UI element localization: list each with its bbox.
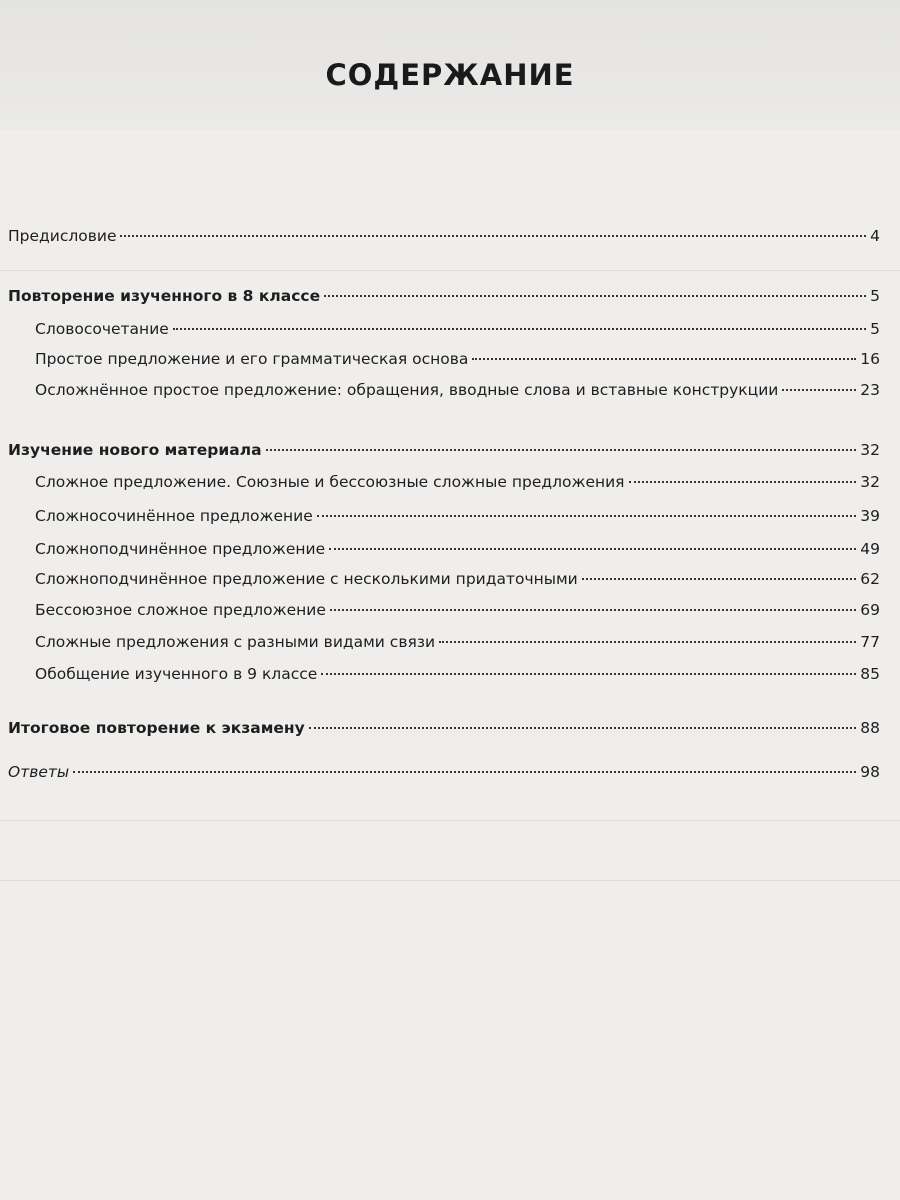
toc-entry[interactable]: [35, 506, 880, 526]
toc-page: 4: [870, 227, 880, 245]
toc-entry-answers[interactable]: [8, 762, 880, 782]
show-through-line: [0, 880, 900, 881]
toc-label: Повторение изученного в 8 классе: [8, 287, 321, 305]
toc-label: Бессоюзное сложное предложение: [35, 601, 326, 619]
dot-leader: [309, 727, 857, 729]
toc-section-final-review[interactable]: [8, 718, 880, 738]
toc-label: Обобщение изученного в 9 классе: [35, 665, 318, 683]
toc-label: Предисловие: [8, 227, 117, 245]
toc-label: Ответы: [8, 763, 70, 781]
toc-section-new-material[interactable]: [8, 440, 880, 460]
toc-label: Осложнённое простое предложение: обращения, вводные слова и вставные конструкции: [35, 381, 779, 399]
toc-entry[interactable]: [35, 349, 880, 369]
show-through-line: [0, 820, 900, 821]
dot-leader: [173, 328, 866, 330]
dot-leader: [629, 481, 857, 483]
toc-label: Сложное предложение. Союзные и бессоюзные сложные предложения: [35, 473, 625, 491]
dot-leader: [73, 771, 856, 773]
toc-entry[interactable]: [35, 664, 880, 684]
toc-page: 39: [860, 507, 880, 525]
toc-label: Изучение нового материала: [8, 441, 262, 459]
toc-entry[interactable]: [35, 539, 880, 559]
toc-page: 62: [860, 570, 880, 588]
toc-page: 77: [860, 633, 880, 651]
dot-leader: [317, 515, 856, 517]
dot-leader: [472, 358, 856, 360]
show-through-line: [0, 270, 900, 271]
toc-entry[interactable]: [35, 632, 880, 652]
toc-page: 23: [860, 381, 880, 399]
dot-leader: [330, 609, 856, 611]
dot-leader: [324, 295, 866, 297]
toc-entry[interactable]: [35, 472, 880, 492]
toc-entry[interactable]: [35, 569, 880, 589]
dot-leader: [582, 578, 857, 580]
toc-label: Простое предложение и его грамматическая основа: [35, 350, 469, 368]
toc-page: 16: [860, 350, 880, 368]
toc-entry-preface[interactable]: [8, 226, 880, 246]
toc-entry[interactable]: [35, 380, 880, 400]
toc-page: 98: [860, 763, 880, 781]
dot-leader: [439, 641, 856, 643]
toc-label: Сложноподчинённое предложение: [35, 540, 326, 558]
toc-label: Итоговое повторение к экзамену: [8, 719, 305, 737]
toc-entry[interactable]: [35, 319, 880, 339]
toc-label: Словосочетание: [35, 320, 169, 338]
dot-leader: [266, 449, 857, 451]
toc-page: 49: [860, 540, 880, 558]
toc-label: Сложносочинённое предложение: [35, 507, 313, 525]
toc-label: Сложные предложения с разными видами связи: [35, 633, 436, 651]
toc-entry[interactable]: [35, 600, 880, 620]
dot-leader: [120, 235, 866, 237]
dot-leader: [321, 673, 856, 675]
toc-section-review-8[interactable]: [8, 286, 880, 306]
toc-page: 32: [860, 473, 880, 491]
toc-page: 69: [860, 601, 880, 619]
dot-leader: [329, 548, 856, 550]
toc-label: Сложноподчинённое предложение с несколькими придаточными: [35, 570, 578, 588]
toc-page: 32: [860, 441, 880, 459]
dot-leader: [782, 389, 856, 391]
page-title: СОДЕРЖАНИЕ: [325, 58, 575, 92]
toc-page: 85: [860, 665, 880, 683]
toc-page: 5: [870, 320, 880, 338]
toc-page: 88: [860, 719, 880, 737]
toc-page: 5: [870, 287, 880, 305]
